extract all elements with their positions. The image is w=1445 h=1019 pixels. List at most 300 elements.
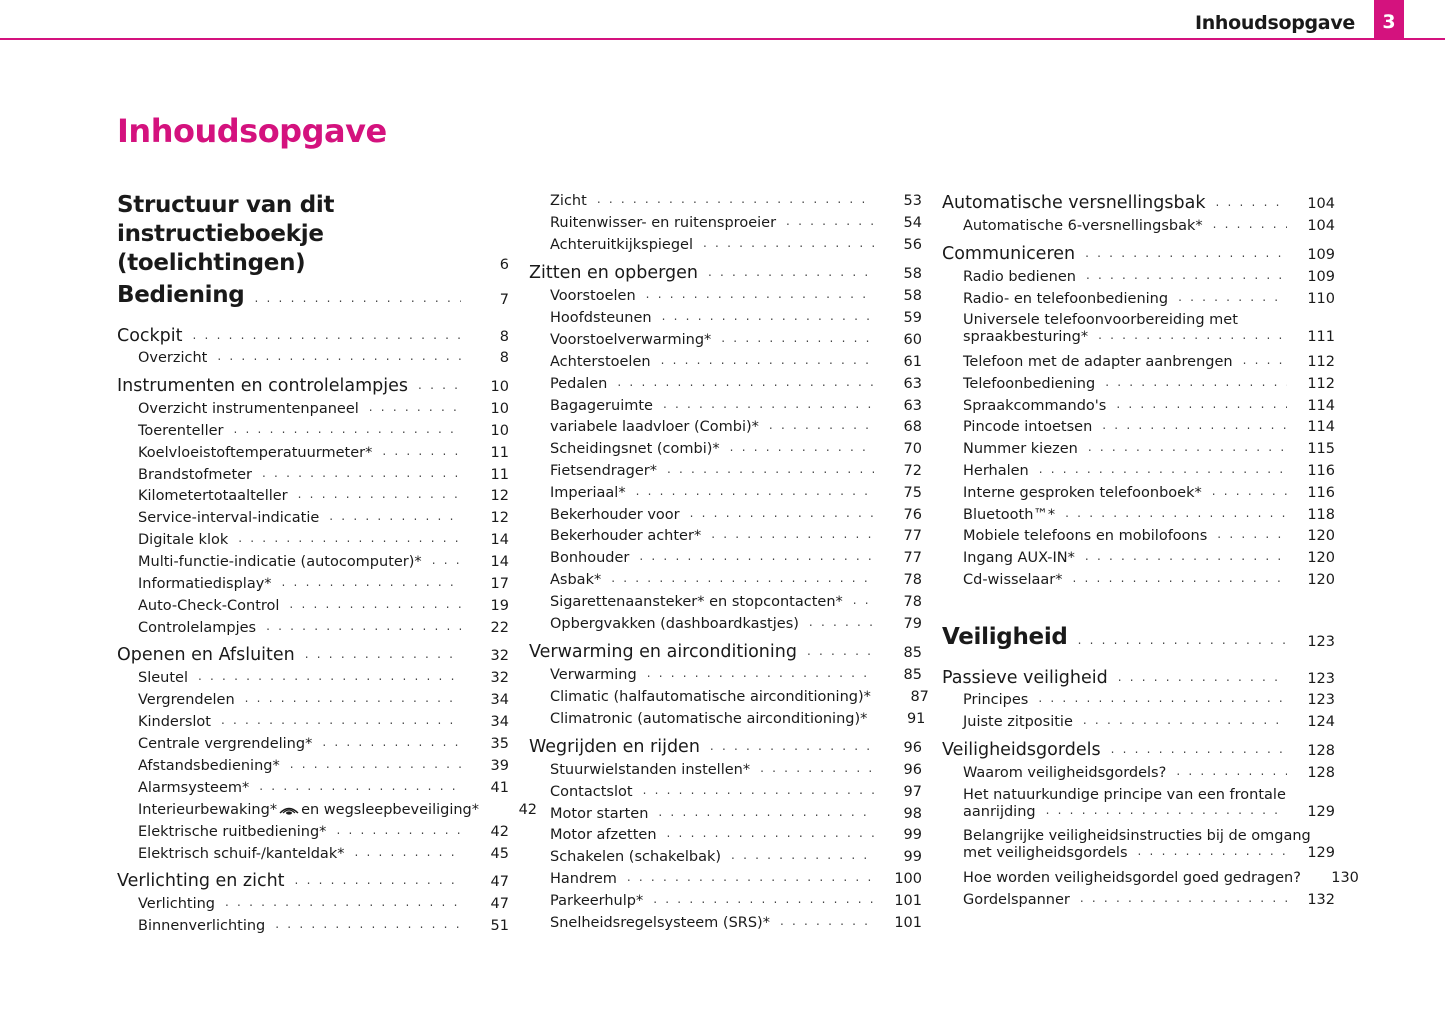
toc-entry[interactable] — [942, 441, 1335, 458]
entry-page: 35 — [490, 736, 509, 753]
toc-entry[interactable] — [529, 711, 926, 728]
entry-title: Informatiedisplay* — [138, 576, 272, 593]
entry-title: Voorstoelen — [550, 288, 636, 305]
entry-title: Radio- en telefoonbediening — [963, 291, 1169, 308]
entry-title: Juiste zitpositie — [963, 714, 1073, 731]
entry-title: Ruitenwisser- en ruitensproeier — [550, 215, 777, 232]
toc-entry-section[interactable] — [529, 737, 922, 757]
toc-entry[interactable] — [529, 419, 922, 436]
entry-title: Brandstofmeter — [138, 467, 253, 484]
entry-page: 100 — [894, 871, 922, 888]
entry-title: Kilometertotaalteller — [138, 488, 288, 505]
toc-entry[interactable] — [942, 870, 1359, 887]
entry-title: Stuurwielstanden instellen* — [550, 762, 751, 779]
toc-entry[interactable] — [942, 572, 1335, 589]
toc-entry[interactable] — [529, 762, 922, 779]
entry-title-line-2: spraakbesturing* — [963, 328, 1089, 345]
entry-title: Binnenverlichting — [138, 918, 266, 935]
toc-entry-section[interactable] — [942, 740, 1335, 760]
dot-leader — [262, 467, 461, 481]
toc-entry[interactable] — [529, 463, 922, 480]
toc-entry[interactable] — [942, 376, 1335, 393]
entry-title: Alarmsysteem* — [138, 780, 250, 797]
entry-title: Veiligheidsgordels — [942, 740, 1101, 760]
entry-page: 77 — [903, 550, 922, 567]
entry-page: 128 — [1307, 743, 1335, 760]
toc-entry-section[interactable] — [117, 376, 509, 396]
entry-title: variabele laadvloer (Combi)* — [550, 419, 759, 436]
entry-page: 78 — [903, 594, 922, 611]
toc-entry[interactable] — [117, 918, 509, 935]
entry-page: 77 — [903, 528, 922, 545]
dot-leader — [198, 670, 461, 684]
toc-entry[interactable] — [529, 376, 922, 393]
dot-leader — [786, 215, 874, 229]
toc-entry[interactable] — [942, 787, 1335, 820]
dot-leader — [708, 266, 874, 280]
toc-entry[interactable] — [942, 398, 1335, 415]
dot-leader — [322, 736, 461, 750]
dot-leader — [1088, 441, 1287, 455]
toc-entry[interactable] — [117, 598, 509, 615]
entry-title: Hoe worden veiligheidsgordel goed gedragen? — [963, 870, 1301, 887]
entry-page: 123 — [1307, 671, 1335, 688]
toc-entry-structuur[interactable] — [117, 191, 509, 277]
entry-page: 96 — [903, 740, 922, 757]
entry-title: Hoofdsteunen — [550, 310, 652, 327]
entry-title: Radio bedienen — [963, 269, 1076, 286]
header-rule — [0, 38, 1445, 40]
entry-page: 32 — [490, 648, 509, 665]
entry-title: Centrale vergrendeling* — [138, 736, 313, 753]
entry-title: Gordelspanner — [963, 892, 1070, 909]
entry-page: 132 — [1307, 892, 1335, 909]
dot-leader — [275, 918, 461, 932]
entry-title: Asbak* — [550, 572, 602, 589]
dot-leader — [1073, 572, 1288, 586]
entry-title: Verlichting — [138, 896, 216, 913]
entry-page: 79 — [903, 616, 922, 633]
entry-page: 39 — [490, 758, 509, 775]
entry-title: Veiligheid — [942, 624, 1068, 650]
entry-page: 63 — [903, 376, 922, 393]
entry-title: Verlichting en zicht — [117, 871, 285, 891]
dot-leader — [636, 485, 874, 499]
dot-leader — [1116, 398, 1287, 412]
entry-title: Bekerhouder voor — [550, 507, 680, 524]
entry-title: Handrem — [550, 871, 617, 888]
entry-title: Zicht — [550, 193, 587, 210]
toc-entry[interactable] — [117, 467, 509, 484]
entry-title: Zitten en opbergen — [529, 263, 698, 283]
entry-page: 116 — [1307, 463, 1335, 480]
dot-leader — [647, 667, 874, 681]
entry-page: 14 — [490, 532, 509, 549]
entry-page: 10 — [490, 401, 509, 418]
toc-entry-section[interactable] — [942, 668, 1335, 688]
entry-page: 75 — [903, 485, 922, 502]
entry-page: 59 — [903, 310, 922, 327]
running-header-title: Inhoudsopgave — [1194, 12, 1355, 34]
toc-entry[interactable] — [117, 824, 509, 841]
entry-page: 101 — [894, 915, 922, 932]
toc-entry[interactable] — [529, 689, 929, 706]
dot-leader — [1083, 714, 1287, 728]
entry-title: Contactslot — [550, 784, 633, 801]
toc-entry[interactable] — [117, 576, 509, 593]
entry-title-line-1: Belangrijke veiligheidsinstructies bij de omgang — [963, 828, 1311, 844]
toc-entry[interactable] — [117, 714, 509, 731]
entry-title: Waarom veiligheidsgordels? — [963, 765, 1167, 782]
toc-entry[interactable] — [942, 419, 1335, 436]
entry-page: 47 — [490, 874, 509, 891]
dot-leader — [1098, 329, 1287, 343]
dot-leader — [290, 758, 461, 772]
entry-title: Bluetooth™* — [963, 507, 1056, 524]
entry-title: Instrumenten en controlelampjes — [117, 376, 409, 396]
toc-entry[interactable] — [942, 714, 1335, 731]
entry-title: Telefoonbediening — [963, 376, 1096, 393]
toc-entry[interactable] — [117, 510, 509, 527]
toc-entry[interactable] — [117, 736, 509, 753]
toc-entry[interactable] — [117, 532, 509, 549]
entry-title: Ingang AUX-IN* — [963, 550, 1075, 567]
toc-entry[interactable] — [529, 784, 922, 801]
entry-title: Scheidingsnet (combi)* — [550, 441, 720, 458]
entry-title: Bagageruimte — [550, 398, 653, 415]
entry-title: Achterstoelen — [550, 354, 651, 371]
toc-entry[interactable] — [529, 441, 922, 458]
entry-page: 14 — [490, 554, 509, 571]
toc-entry[interactable] — [942, 828, 1335, 861]
entry-title: Parkeerhulp* — [550, 893, 644, 910]
entry-page: 58 — [903, 266, 922, 283]
entry-page: 118 — [1307, 507, 1335, 524]
dot-leader — [432, 554, 461, 568]
entry-page: 60 — [903, 332, 922, 349]
toc-entry[interactable] — [942, 692, 1335, 709]
dot-leader — [611, 572, 874, 586]
dot-leader — [369, 401, 461, 415]
toc-entry[interactable] — [529, 667, 922, 684]
entry-title-line-2: met veiligheidsgordels — [963, 844, 1128, 861]
entry-page: 42 — [490, 824, 509, 841]
entry-title: Service-interval-indicatie — [138, 510, 320, 527]
entry-page: 99 — [903, 849, 922, 866]
entry-title: Pincode intoetsen — [963, 419, 1093, 436]
entry-title: Motor starten — [550, 806, 649, 823]
entry-page: 58 — [903, 288, 922, 305]
entry-page: 63 — [903, 398, 922, 415]
dot-leader — [853, 594, 874, 608]
dot-leader — [703, 237, 874, 251]
dot-leader — [1078, 634, 1287, 648]
entry-page: 120 — [1307, 550, 1335, 567]
toc-entry[interactable] — [529, 237, 922, 254]
toc-entry[interactable] — [942, 507, 1335, 524]
dot-leader — [266, 620, 461, 634]
dot-leader — [329, 510, 461, 524]
dot-leader — [667, 827, 874, 841]
dot-leader — [1178, 291, 1287, 305]
dot-leader — [730, 441, 874, 455]
entry-title: Toerenteller — [138, 423, 224, 440]
toc-entry[interactable] — [529, 616, 922, 633]
entry-page: 112 — [1307, 354, 1335, 371]
toc-entry[interactable] — [529, 572, 922, 589]
entry-title: Achteruitkijkspiegel — [550, 237, 694, 254]
toc-entry-section[interactable] — [942, 193, 1335, 213]
entry-title: Cd-wisselaar* — [963, 572, 1063, 589]
toc-entry[interactable] — [529, 332, 922, 349]
toc-entry[interactable] — [942, 528, 1335, 545]
toc-entry[interactable] — [942, 765, 1335, 782]
entry-page: 99 — [903, 827, 922, 844]
entry-title: Imperiaal* — [550, 485, 626, 502]
tow-away-sensor-icon — [279, 806, 299, 815]
entry-title: Koelvloeistoftemperatuurmeter* — [138, 445, 373, 462]
entry-title: Schakelen (schakelbak) — [550, 849, 722, 866]
toc-entry[interactable] — [117, 780, 509, 797]
toc-entry[interactable] — [529, 193, 922, 210]
dot-leader — [245, 692, 461, 706]
dot-leader — [193, 329, 461, 343]
entry-page: 76 — [903, 507, 922, 524]
entry-title-part-b: en wegsleepbeveiliging* — [301, 802, 480, 819]
toc-entry[interactable] — [117, 423, 509, 440]
entry-title: Vergrendelen — [138, 692, 235, 709]
entry-page: 104 — [1307, 218, 1335, 235]
entry-page: 11 — [490, 445, 509, 462]
dot-leader — [1138, 845, 1287, 859]
entry-title: Communiceren — [942, 244, 1076, 264]
toc-entry[interactable] — [942, 218, 1335, 235]
toc-entry[interactable] — [117, 846, 509, 863]
entry-title: Overzicht instrumentenpaneel — [138, 401, 359, 418]
entry-title: Voorstoelverwarming* — [550, 332, 712, 349]
toc-entry-section[interactable] — [942, 244, 1335, 264]
entry-page: 112 — [1307, 376, 1335, 393]
entry-page: 114 — [1307, 398, 1335, 415]
entry-title: Pedalen — [550, 376, 608, 393]
toc-entry[interactable] — [117, 692, 509, 709]
entry-title-line-1: Structuur van dit — [117, 192, 335, 218]
toc-entry[interactable] — [529, 310, 922, 327]
dot-leader — [336, 824, 461, 838]
dot-leader — [760, 762, 874, 776]
entry-title: Bediening — [117, 282, 245, 308]
toc-entry[interactable] — [529, 915, 922, 932]
page-number: 3 — [1374, 0, 1404, 40]
entry-page: 129 — [1307, 844, 1335, 861]
entry-title: Snelheidsregelsysteem (SRS)* — [550, 915, 770, 932]
toc-entry[interactable] — [942, 269, 1335, 286]
dot-leader — [225, 896, 461, 910]
toc-entry[interactable] — [117, 445, 509, 462]
toc-entry[interactable] — [529, 893, 922, 910]
entry-title: Multi-functie-indicatie (autocomputer)* — [138, 554, 422, 571]
entry-title: Overzicht — [138, 350, 208, 367]
entry-page: 10 — [490, 379, 509, 396]
toc-entry[interactable] — [117, 670, 509, 687]
toc-entry[interactable] — [942, 550, 1335, 567]
dot-leader — [662, 310, 874, 324]
entry-title — [117, 802, 489, 819]
toc-entry-section[interactable] — [117, 645, 509, 665]
entry-title: Passieve veiligheid — [942, 668, 1108, 688]
toc-entry[interactable] — [117, 350, 509, 367]
dot-leader — [1085, 550, 1287, 564]
dot-leader — [1046, 804, 1287, 818]
toc-entry[interactable] — [117, 896, 509, 913]
toc-entry[interactable] — [529, 871, 922, 888]
entry-page: 51 — [490, 918, 509, 935]
toc-entry[interactable] — [117, 802, 538, 819]
dot-leader — [1086, 269, 1287, 283]
dot-leader — [418, 379, 461, 393]
toc-entry-chapter[interactable] — [117, 282, 509, 308]
entry-page: 91 — [906, 711, 926, 728]
dot-leader — [1118, 671, 1287, 685]
toc-entry[interactable] — [529, 485, 922, 502]
entry-title: Openen en Afsluiten — [117, 645, 295, 665]
entry-page: 123 — [1307, 692, 1335, 709]
dot-leader — [282, 576, 461, 590]
toc-entry[interactable] — [529, 528, 922, 545]
entry-title: Auto-Check-Control — [138, 598, 280, 615]
entry-title: Climatic (halfautomatische airconditioning)* — [550, 689, 871, 706]
toc-entry[interactable] — [529, 215, 922, 232]
entry-page: 45 — [490, 846, 509, 863]
entry-page: 68 — [903, 419, 922, 436]
entry-page: 53 — [903, 193, 922, 210]
entry-title-line-2: instructieboekje (toelichtingen) — [117, 220, 324, 276]
dot-leader — [809, 616, 874, 630]
entry-title: Climatronic (automatische airconditioning)* — [550, 711, 868, 728]
entry-page: 98 — [903, 806, 922, 823]
toc-entry[interactable] — [529, 550, 922, 567]
toc-entry[interactable] — [942, 291, 1335, 308]
toc-entry-section[interactable] — [529, 263, 922, 283]
entry-page: 22 — [490, 620, 509, 637]
entry-title: Verwarming en airconditioning — [529, 642, 797, 662]
entry-page: 72 — [903, 463, 922, 480]
toc-entry[interactable] — [942, 485, 1335, 502]
dot-leader — [597, 193, 874, 207]
toc-entry[interactable] — [529, 288, 922, 305]
toc-entry-chapter[interactable] — [942, 624, 1335, 650]
toc-entry[interactable] — [529, 398, 922, 415]
toc-entry[interactable] — [117, 620, 509, 637]
entry-page: 32 — [490, 670, 509, 687]
entry-title: Bonhouder — [550, 550, 630, 567]
toc-entry[interactable] — [117, 554, 509, 571]
dot-leader — [1038, 692, 1287, 706]
entry-page: 11 — [490, 467, 509, 484]
toc-entry[interactable] — [529, 354, 922, 371]
entry-page: 116 — [1307, 485, 1335, 502]
entry-title: Automatische versnellingsbak — [942, 193, 1206, 213]
dot-leader — [711, 528, 874, 542]
entry-page: 8 — [499, 329, 509, 346]
dot-leader — [721, 332, 874, 346]
entry-title: Digitale klok — [138, 532, 229, 549]
toc-entry[interactable] — [529, 827, 922, 844]
entry-title: Telefoon met de adapter aanbrengen — [963, 354, 1233, 371]
entry-page: 6 — [499, 256, 509, 273]
toc-entry[interactable] — [942, 463, 1335, 480]
dot-leader — [780, 915, 874, 929]
toc-entry[interactable] — [942, 892, 1335, 909]
entry-title-line-1: Het natuurkundige principe van een frontale — [963, 787, 1286, 803]
dot-leader — [658, 806, 874, 820]
toc-entry[interactable] — [529, 806, 922, 823]
entry-page: 87 — [910, 689, 929, 706]
toc-entry[interactable] — [942, 312, 1335, 345]
entry-page: 109 — [1307, 269, 1335, 286]
dot-leader — [298, 488, 461, 502]
dot-leader — [1102, 419, 1287, 433]
entry-title: Sleutel — [138, 670, 188, 687]
entry-title: Fietsendrager* — [550, 463, 657, 480]
entry-page: 104 — [1307, 196, 1335, 213]
entry-page: 34 — [490, 714, 509, 731]
entry-page: 7 — [499, 291, 509, 308]
toc-entry[interactable] — [117, 758, 509, 775]
entry-title: Wegrijden en rijden — [529, 737, 700, 757]
entry-title: Bekerhouder achter* — [550, 528, 702, 545]
dot-leader — [1065, 507, 1287, 521]
dot-leader — [1213, 218, 1287, 232]
toc-entry[interactable] — [942, 354, 1335, 371]
entry-title: Afstandsbediening* — [138, 758, 280, 775]
entry-page: 120 — [1307, 572, 1335, 589]
entry-page: 8 — [499, 350, 509, 367]
entry-page: 97 — [903, 784, 922, 801]
toc-entry-section[interactable] — [117, 871, 509, 891]
dot-leader — [643, 784, 874, 798]
toc-entry[interactable] — [529, 849, 922, 866]
entry-title: Cockpit — [117, 326, 183, 346]
entry-page: 19 — [490, 598, 509, 615]
dot-leader — [663, 398, 874, 412]
entry-title: Verwarming — [550, 667, 637, 684]
toc-entry-section[interactable] — [529, 642, 922, 662]
toc-entry[interactable] — [117, 488, 509, 505]
dot-leader — [254, 292, 461, 306]
dot-leader — [639, 550, 874, 564]
toc-entry[interactable] — [117, 401, 509, 418]
dot-leader — [217, 350, 461, 364]
entry-title: Principes — [963, 692, 1029, 709]
dot-leader — [1243, 354, 1287, 368]
entry-page: 85 — [903, 667, 922, 684]
toc-entry[interactable] — [529, 594, 922, 611]
toc-entry[interactable] — [529, 507, 922, 524]
dot-leader — [646, 288, 874, 302]
dot-leader — [710, 740, 874, 754]
dot-leader — [807, 645, 874, 659]
dot-leader — [731, 849, 874, 863]
entry-title: Sigarettenaansteker* en stopcontacten* — [550, 594, 843, 611]
page-title: Inhoudsopgave — [117, 112, 387, 150]
entry-title: Controlelampjes — [138, 620, 257, 637]
dot-leader — [653, 893, 874, 907]
dot-leader — [1080, 892, 1287, 906]
dot-leader — [238, 532, 461, 546]
toc-entry-section[interactable] — [117, 326, 509, 346]
entry-page: 128 — [1307, 765, 1335, 782]
